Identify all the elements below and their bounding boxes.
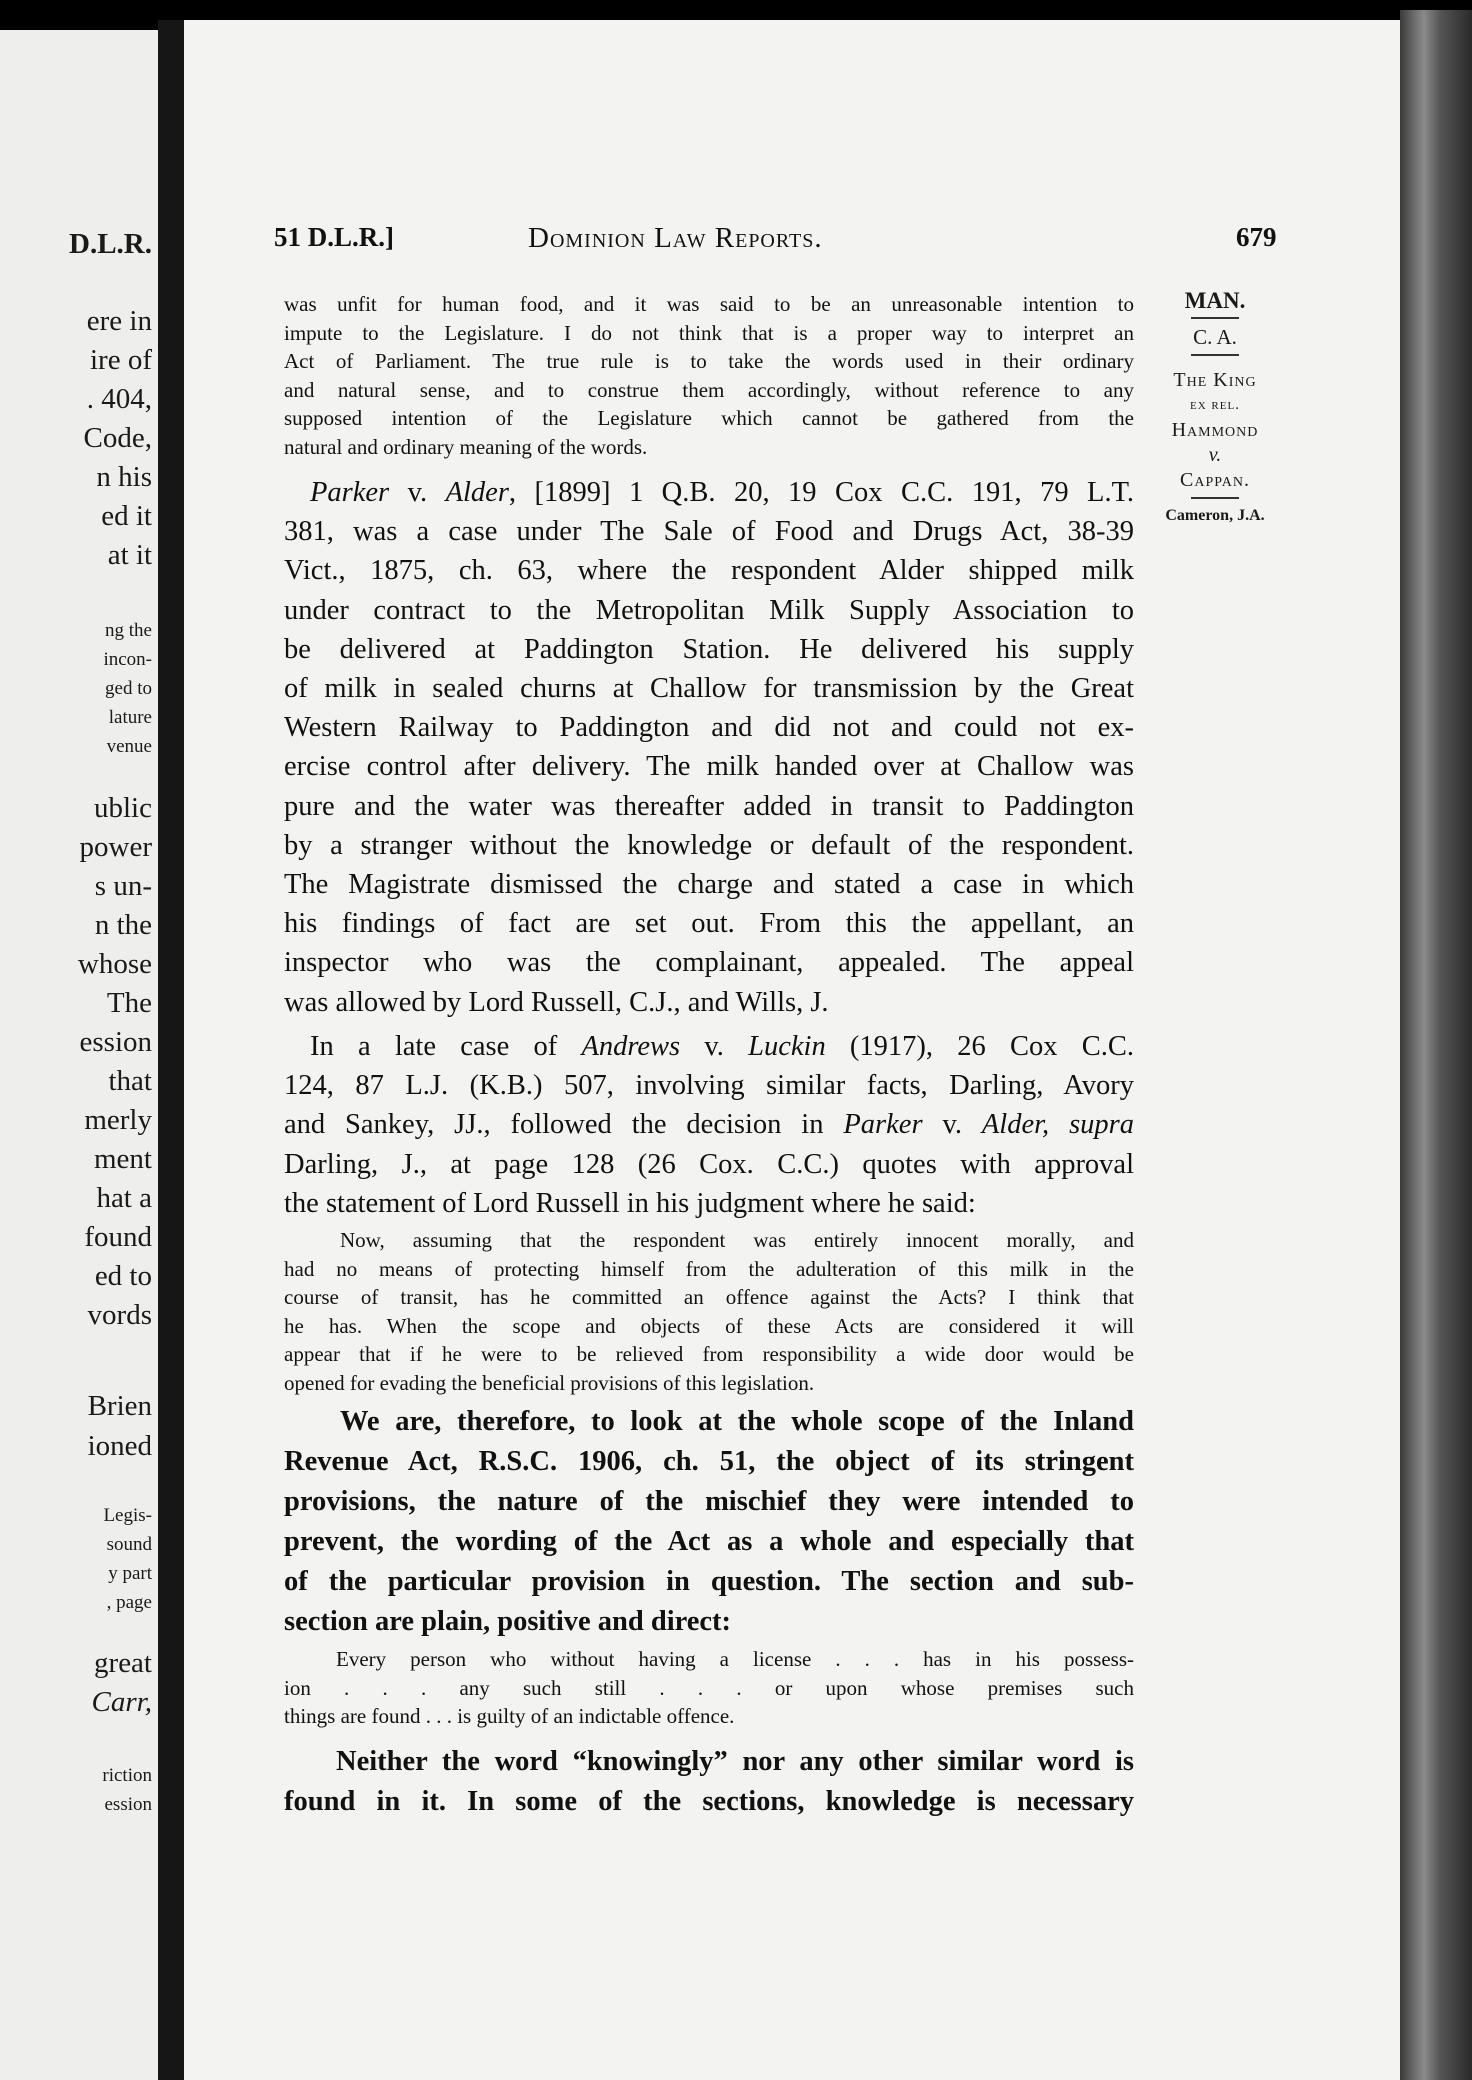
facing-page-line: power (79, 831, 152, 863)
text-line: Western Railway to Paddington and did not and could not ex- (284, 712, 1134, 744)
facing-page-line: The (106, 987, 152, 1019)
text-line: of the particular provision in question. The section and sub- (284, 1566, 1134, 1597)
facing-page-header: D.L.R. (69, 228, 152, 260)
facing-page-line: ublic (94, 792, 152, 824)
text-line: In a late case of Andrews v. Luckin (1917), 26 Cox C.C. (310, 1031, 1134, 1062)
margin-rule (1191, 497, 1239, 499)
facing-page-line: ere in (86, 305, 152, 337)
facing-page-line: y part (108, 1563, 152, 1584)
facing-page-line: lature (108, 707, 152, 728)
text-line: pure and the water was thereafter added in transit to Paddington (284, 790, 1134, 822)
facing-page-line: n the (94, 909, 152, 941)
margin-case-line: The King (1173, 369, 1257, 391)
facing-page-line: vords (87, 1299, 152, 1331)
page-number: 679 (1236, 222, 1277, 252)
facing-page-line: s un- (94, 870, 152, 902)
text-line: We are, therefore, to look at the whole scope of the Inland (340, 1406, 1134, 1437)
facing-page-line: ed to (94, 1260, 152, 1292)
text-line: he has. When the scope and objects of these Acts are considered it will (284, 1313, 1134, 1338)
facing-page-line: n his (96, 461, 152, 493)
text-line: impute to the Legislature. I do not think that is a proper way to interpret an (284, 320, 1134, 345)
margin-case-line: Cappan. (1180, 469, 1250, 491)
text-line: and natural sense, and to construe them accordingly, without reference to any (284, 377, 1134, 402)
quote-block-1 (284, 290, 1134, 461)
text-line: things are found . . . is guilty of an indictable offence. (284, 1704, 735, 1728)
text-line: natural and ordinary meaning of the words. (284, 434, 648, 459)
text-line: The Magistrate dismissed the charge and stated a case in which (284, 869, 1134, 901)
paragraph-2 (284, 1027, 1134, 1223)
margin-judge: Cameron, J.A. (1165, 507, 1265, 524)
facing-page-line: Legis- (103, 1505, 152, 1526)
text-line: prevent, the wording of the Act as a whole and especially that (284, 1526, 1134, 1557)
text-line: Darling, J., at page 128 (26 Cox. C.C.) quotes with approval (284, 1148, 1134, 1180)
text-line: Vict., 1875, ch. 63, where the respondent Alder shipped milk (284, 555, 1134, 587)
text-line: course of transit, has he committed an offence against the Acts? I think that (284, 1285, 1134, 1309)
facing-page-line: ed it (101, 500, 152, 532)
text-line: ercise control after delivery. The milk handed over at Challow was (284, 751, 1134, 783)
text-line: found in it. In some of the sections, knowledge is necessary (284, 1786, 1134, 1817)
text-line: was allowed by Lord Russell, C.J., and Wills, J. (284, 986, 829, 1018)
text-line: Every person who without having a license . . . has in his possess- (336, 1647, 1134, 1671)
text-line: section are plain, positive and direct: (284, 1606, 732, 1637)
text-line: under contract to the Metropolitan Milk Supply Association to (284, 594, 1134, 626)
facing-page-line: ire of (90, 344, 152, 376)
margin-case-line: ex rel. (1190, 397, 1240, 413)
facing-page-line: Carr, (91, 1686, 152, 1718)
facing-page-line: ged to (105, 678, 152, 699)
quote-block-3 (284, 1645, 1134, 1731)
text-line: provisions, the nature of the mischief they were intended to (284, 1486, 1134, 1517)
text-line: supposed intention of the Legislature which cannot be gathered from the (284, 406, 1134, 430)
paragraph-1 (284, 473, 1134, 1022)
text-line: 381, was a case under The Sale of Food and Drugs Act, 38-39 (284, 516, 1134, 548)
quote-block-2 (284, 1226, 1134, 1397)
facing-page-line: . 404, (86, 383, 152, 415)
text-line: Act of Parliament. The true rule is to take the words used in their ordinary (284, 349, 1134, 373)
text-line: Parker v. Alder, [1899] 1 Q.B. 20, 19 Cox C.C. 191, 79 L.T. (310, 477, 1134, 508)
margin-case-line: v. (1208, 444, 1222, 466)
margin-province: MAN. (1184, 288, 1246, 313)
text-line: Now, assuming that the respondent was entirely innocent morally, and (340, 1228, 1134, 1252)
facing-page-line: whose (77, 948, 152, 980)
facing-page-line: riction (102, 1765, 152, 1786)
margin-court: C. A. (1193, 325, 1237, 349)
facing-page-line: sound (106, 1534, 152, 1555)
text-line: by a stranger without the knowledge or default of the respondent. (284, 829, 1134, 861)
margin-rule (1191, 317, 1239, 319)
facing-page-line: ng the (105, 620, 152, 641)
book-gutter (158, 20, 184, 2080)
facing-page-line: great (94, 1647, 152, 1679)
text-line: appear that if he were to be relieved from responsibility a wide door would be (284, 1342, 1134, 1366)
facing-page-line: that (108, 1065, 152, 1097)
margin-rule (1191, 354, 1239, 356)
margin-note (1140, 288, 1290, 528)
facing-page-line: ession (104, 1794, 152, 1815)
facing-page-line: ment (94, 1143, 152, 1175)
running-header-title: Dominion Law Reports. (528, 222, 823, 254)
text-line: and Sankey, JJ., followed the decision in Parker v. Alder, supra (284, 1109, 1134, 1141)
facing-page-line: merly (84, 1104, 152, 1136)
text-line: the statement of Lord Russell in his judgment where he said: (284, 1187, 976, 1219)
text-line: be delivered at Paddington Station. He delivered his supply (284, 633, 1134, 665)
text-line: had no means of protecting himself from the adulteration of this milk in the (284, 1256, 1134, 1281)
text-line: Neither the word “knowingly” nor any other similar word is (336, 1746, 1134, 1777)
facing-page-line: Brien (87, 1390, 152, 1422)
facing-page-line: at it (107, 539, 152, 571)
facing-page-line: hat a (96, 1182, 152, 1214)
text-line: his findings of fact are set out. From this the appellant, an (284, 908, 1134, 940)
text-line: inspector who was the complainant, appealed. The appeal (284, 947, 1134, 979)
paragraph-3 (284, 1402, 1134, 1642)
text-line: was unfit for human food, and it was said to be an unreasonable intention to (284, 292, 1134, 316)
text-line: opened for evading the beneficial provisions of this legislation. (284, 1370, 815, 1395)
facing-page-line: ioned (87, 1430, 152, 1462)
paragraph-4 (284, 1742, 1134, 1822)
facing-page-line: Code, (83, 422, 152, 454)
facing-page-line: ession (79, 1026, 152, 1058)
facing-page-line: venue (106, 736, 152, 757)
facing-page-line: , page (106, 1592, 152, 1613)
facing-page-fragment (0, 30, 158, 2080)
text-line: of milk in sealed churns at Challow for transmission by the Great (284, 673, 1134, 705)
facing-page-line: incon- (103, 649, 152, 670)
text-line: ion . . . any such still . . . or upon whose premises such (284, 1675, 1134, 1700)
margin-case-line: Hammond (1171, 419, 1259, 441)
text-line: 124, 87 L.J. (K.B.) 507, involving similar facts, Darling, Avory (284, 1070, 1134, 1102)
facing-page-line: found (84, 1221, 152, 1253)
running-header-volume: 51 D.L.R.] (274, 222, 394, 252)
page-edge-stack (1400, 10, 1472, 2080)
text-line: Revenue Act, R.S.C. 1906, ch. 51, the object of its stringent (284, 1446, 1134, 1477)
